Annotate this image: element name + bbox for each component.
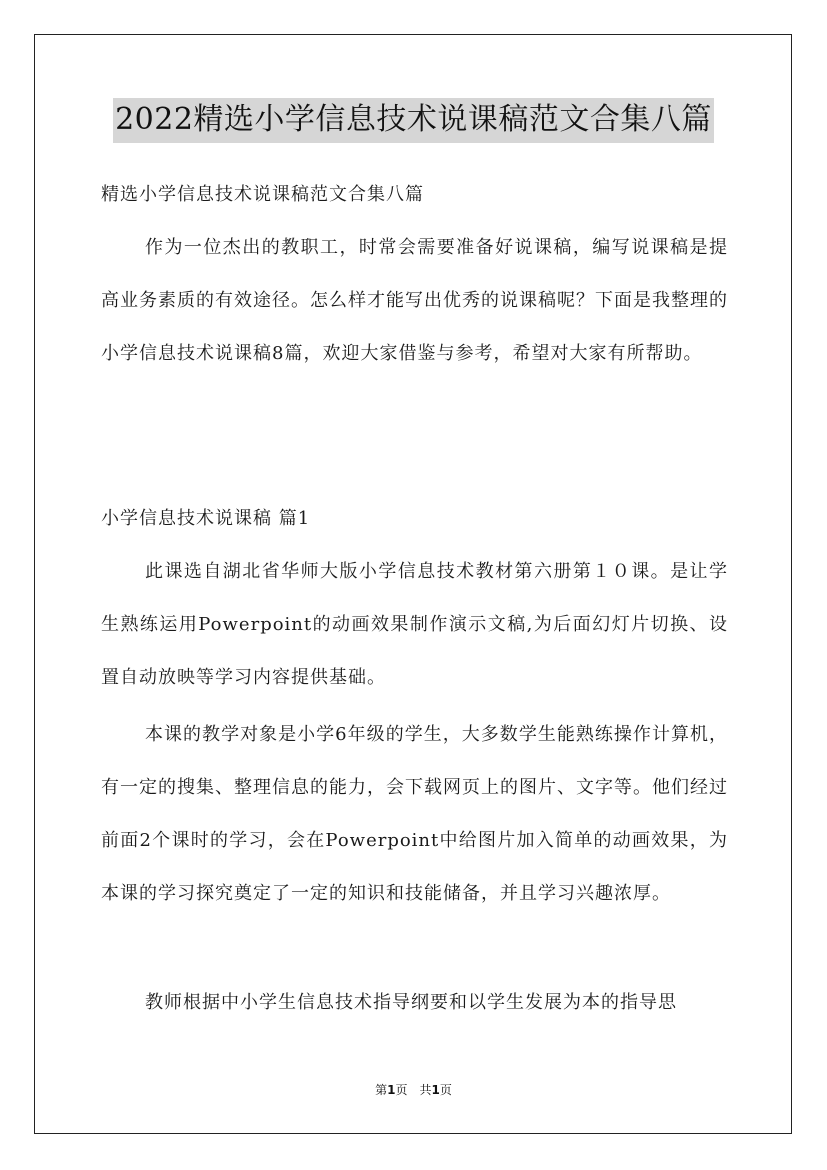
footer-total-prefix: 共 — [419, 1083, 432, 1097]
page-footer — [0, 1082, 827, 1098]
title-container — [0, 98, 827, 143]
intro-paragraph: 作为一位杰出的教职工，时常会需要准备好说课稿，编写说课稿是提高业务素质的有效途径。怎么样才能写出优秀的说课稿呢？下面是我整理的小学信息技术说课稿8篇，欢迎大家借鉴与参考，希望对大家有所帮助。 — [101, 237, 728, 364]
body-paragraph-3: 教师根据中小学生信息技术指导纲要和以学生发展为本的指导思 — [145, 992, 677, 1013]
footer-total-number: 1 — [431, 1083, 440, 1097]
document-subtitle: 精选小学信息技术说课稿范文合集八篇 — [101, 184, 424, 205]
footer-total-suffix: 页 — [439, 1083, 452, 1097]
section-heading: 小学信息技术说课稿 篇1 — [101, 508, 311, 529]
document-title: 2022精选小学信息技术说课稿范文合集八篇 — [113, 98, 714, 143]
footer-page-suffix: 页 — [395, 1083, 408, 1097]
body-paragraph-1: 此课选自湖北省华师大版小学信息技术教材第六册第１０课。是让学生熟练运用Powerpoint的动画效果制作演示文稿,为后面幻灯片切换、设置自动放映等学习内容提供基础。 — [101, 561, 728, 688]
footer-page-number: 1 — [387, 1083, 396, 1097]
body-paragraph-2: 本课的教学对象是小学6年级的学生，大多数学生能熟练操作计算机，有一定的搜集、整理信息的能力，会下载网页上的图片、文字等。他们经过前面2个课时的学习，会在Powerpoint中给图片加入简单的动画效果，为本课的学习探究奠定了一定的知识和技能储备，并且学习兴趣浓厚。 — [101, 724, 728, 904]
footer-page-prefix: 第 — [375, 1083, 388, 1097]
